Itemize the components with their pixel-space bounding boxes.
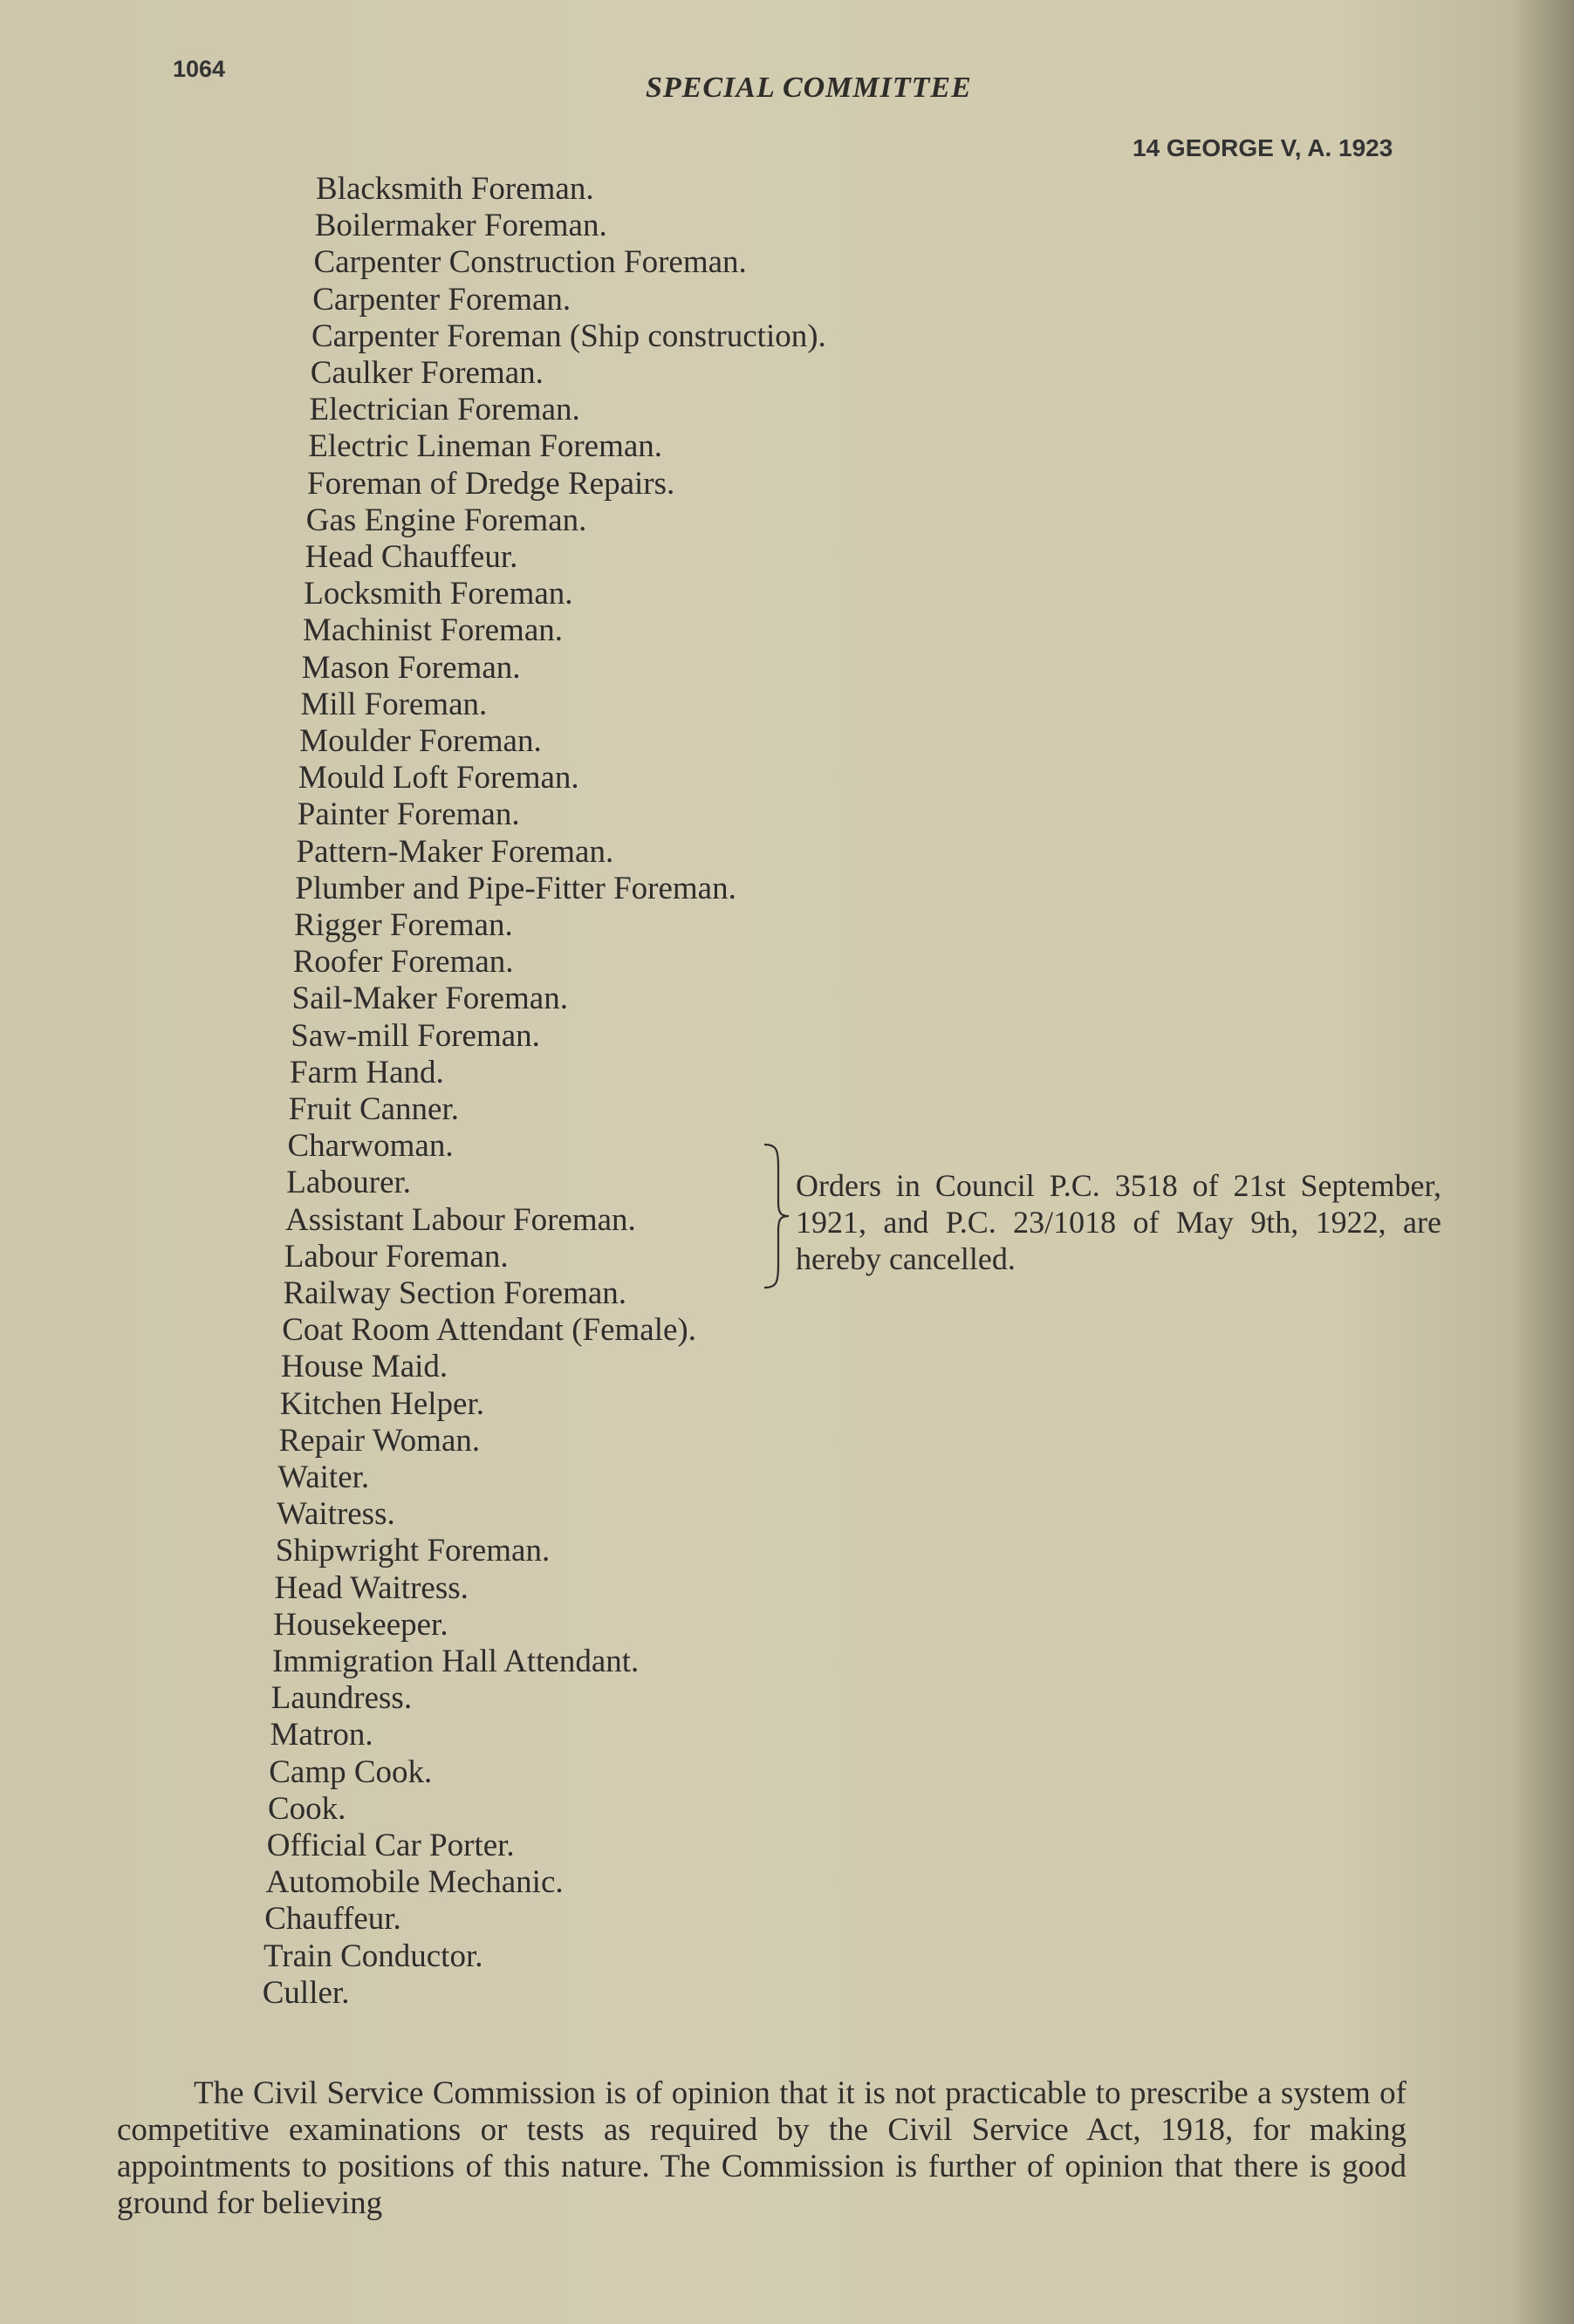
position-item: Moulder Foreman. [299, 723, 542, 759]
position-item: Waiter. [277, 1459, 370, 1495]
cancellation-note: Orders in Council P.C. 3518 of 21st September, 1921, and P.C. 23/1018 of May 9th, 1922, are hereby cancelled. [796, 1168, 1441, 1276]
position-item: Locksmith Foreman. [304, 576, 573, 612]
position-item: Carpenter Foreman. [312, 281, 571, 318]
body-paragraph: The Civil Service Commission is of opinion that it is not practicable to prescribe a system of competitive examinations or tests as required by the Civil Service Act, 1918, for making appointments to positions of this nature. The Commission is further of opinion that there is good ground for believing [117, 2075, 1406, 2221]
position-item: Laundress. [270, 1680, 413, 1717]
running-head: SPECIAL COMMITTEE [646, 72, 972, 104]
position-item: Foreman of Dredge Repairs. [307, 465, 675, 502]
position-item: Mill Foreman. [300, 686, 488, 722]
position-item: Official Car Porter. [266, 1828, 515, 1863]
position-item: Machinist Foreman. [303, 612, 564, 649]
position-item: Cook. [268, 1790, 346, 1827]
position-item: Carpenter Construction Foreman. [313, 244, 747, 281]
position-item: Sail-Maker Foreman. [291, 981, 568, 1017]
position-item: Waitress. [277, 1496, 395, 1533]
position-item: Mould Loft Foreman. [298, 760, 579, 796]
brace-mark [761, 1141, 792, 1291]
position-item: Blacksmith Foreman. [316, 171, 594, 207]
position-item: Head Chauffeur. [305, 539, 518, 575]
position-item: Labour Foreman. [284, 1238, 509, 1275]
position-item: Train Conductor. [263, 1938, 483, 1974]
session-label: 14 GEORGE V, A. 1923 [1133, 134, 1393, 161]
position-item: Fruit Canner. [288, 1091, 460, 1127]
position-item: Chauffeur. [264, 1901, 401, 1938]
position-item: Roofer Foreman. [292, 944, 514, 981]
position-item: Caulker Foreman. [310, 355, 544, 391]
position-item: Camp Cook. [269, 1753, 433, 1790]
position-item: Electrician Foreman. [309, 392, 580, 428]
position-item: Plumber and Pipe-Fitter Foreman. [295, 870, 736, 906]
position-item: Boilermaker Foreman. [314, 208, 607, 244]
position-item: Gas Engine Foreman. [305, 502, 587, 538]
position-item: Head Waitress. [274, 1569, 469, 1606]
position-item: Mason Foreman. [301, 649, 521, 686]
position-item: Culler. [262, 1974, 350, 2011]
position-item: Immigration Hall Attendant. [272, 1644, 640, 1679]
position-item: Housekeeper. [273, 1606, 448, 1643]
position-item: Carpenter Foreman (Ship construction). [311, 318, 826, 354]
position-item: Railway Section Foreman. [283, 1275, 627, 1311]
position-item: Automobile Mechanic. [265, 1864, 564, 1901]
position-item: Labourer. [286, 1165, 412, 1201]
position-item: Shipwright Foreman. [275, 1533, 551, 1569]
position-item: Painter Foreman. [297, 796, 520, 833]
position-item: Repair Woman. [278, 1422, 481, 1459]
position-item: Assistant Labour Foreman. [285, 1201, 636, 1238]
position-item: Farm Hand. [290, 1054, 444, 1090]
position-item: Kitchen Helper. [279, 1385, 484, 1422]
position-item: Matron. [270, 1717, 373, 1753]
position-item: Coat Room Attendant (Female). [282, 1312, 696, 1349]
position-item: Rigger Foreman. [294, 907, 513, 943]
position-item: Pattern-Maker Foreman. [296, 833, 614, 870]
page-number: 1064 [173, 56, 226, 82]
position-item: House Maid. [281, 1349, 448, 1385]
position-item: Saw-mill Foreman. [291, 1017, 540, 1054]
position-item: Electric Lineman Foreman. [308, 428, 663, 465]
position-item: Charwoman. [287, 1128, 454, 1165]
